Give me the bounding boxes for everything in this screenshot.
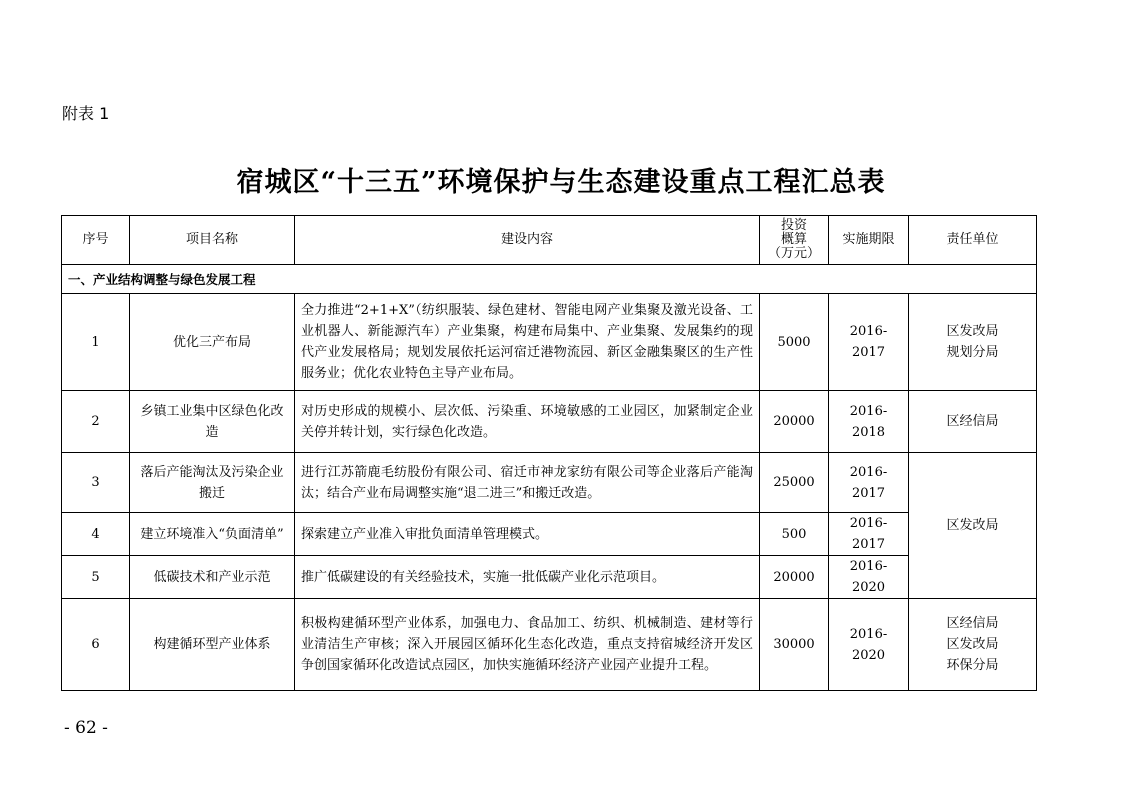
row-project-name: 低碳技术和产业示范 [130,556,295,599]
row-period: 2016-2018 [829,391,909,453]
row-period: 2016-2020 [829,556,909,599]
attachment-label: 附表 1 [62,104,110,123]
row-investment: 20000 [760,391,829,453]
unit-name: 区发改局 [946,518,999,533]
unit-name: 区发改局 [946,324,999,339]
header-content: 建设内容 [295,216,760,265]
row-investment: 5000 [760,294,829,391]
row-content: 对历史形成的规模小、层次低、污染重、环境敏感的工业园区，加紧制定企业关停并转计划，实行绿色化改造。 [295,391,760,453]
unit-name: 区经信局 [946,414,999,429]
header-investment [760,216,829,265]
row-seq: 4 [62,513,130,556]
row-investment: 500 [760,513,829,556]
project-summary-table [61,215,1037,691]
table-row [62,294,1037,391]
row-content: 全力推进“2+1+X”（纺织服装、绿色建材、智能电网产业集聚及激光设备、工业机器人、新能源汽车）产业集聚，构建布局集中、产业集聚、发展集约的现代产业发展格局；规划发展依托运河宿迁港物流园、新区金融集聚区的生产性服务业；优化农业特色主导产业布局。 [295,294,760,391]
unit-name: 环保分局 [946,658,999,673]
header-investment-line-2: 概算 [780,232,807,247]
row-responsible-unit [909,599,1037,691]
header-investment-line-3: （万元） [767,246,820,261]
unit-name: 规划分局 [946,345,999,360]
unit-name: 区发改局 [946,637,999,652]
header-responsible-unit: 责任单位 [909,216,1037,265]
row-project-name: 优化三产布局 [130,294,295,391]
row-period: 2016-2020 [829,599,909,691]
row-investment: 25000 [760,453,829,513]
section-row [62,265,1037,294]
row-project-name: 乡镇工业集中区绿色化改造 [130,391,295,453]
row-responsible-unit [909,453,1037,599]
page-number: - 62 - [64,718,108,738]
table-row [62,453,1037,513]
row-responsible-unit [909,294,1037,391]
row-seq: 5 [62,556,130,599]
row-seq: 2 [62,391,130,453]
table-row [62,599,1037,691]
document-title: 宿城区“十三五”环境保护与生态建设重点工程汇总表 [236,167,886,198]
header-period: 实施期限 [829,216,909,265]
row-project-name: 建立环境准入“负面清单” [130,513,295,556]
row-content: 探索建立产业准入审批负面清单管理模式。 [295,513,760,556]
table-row [62,556,1037,599]
table-row [62,391,1037,453]
row-seq: 1 [62,294,130,391]
row-investment: 30000 [760,599,829,691]
row-project-name: 落后产能淘汰及污染企业搬迁 [130,453,295,513]
row-content: 积极构建循环型产业体系，加强电力、食品加工、纺织、机械制造、建材等行业清洁生产审核；深入开展园区循环化生态化改造，重点支持宿城经济开发区争创国家循环化改造试点园区，加快实施循环经济产业园产业提升工程。 [295,599,760,691]
table-row [62,513,1037,556]
row-seq: 3 [62,453,130,513]
unit-name: 区经信局 [946,616,999,631]
row-period: 2016-2017 [829,513,909,556]
section-title: 一、产业结构调整与绿色发展工程 [62,265,1037,294]
row-content: 进行江苏箭鹿毛纺股份有限公司、宿迁市神龙家纺有限公司等企业落后产能淘汰；结合产业布局调整实施“退二进三”和搬迁改造。 [295,453,760,513]
row-period: 2016-2017 [829,294,909,391]
row-project-name: 构建循环型产业体系 [130,599,295,691]
header-investment-line-1: 投资 [780,218,807,233]
table-header-row [62,216,1037,265]
row-seq: 6 [62,599,130,691]
row-content: 推广低碳建设的有关经验技术，实施一批低碳产业化示范项目。 [295,556,760,599]
row-investment: 20000 [760,556,829,599]
header-seq: 序号 [62,216,130,265]
row-responsible-unit [909,391,1037,453]
header-project-name: 项目名称 [130,216,295,265]
row-period: 2016-2017 [829,453,909,513]
